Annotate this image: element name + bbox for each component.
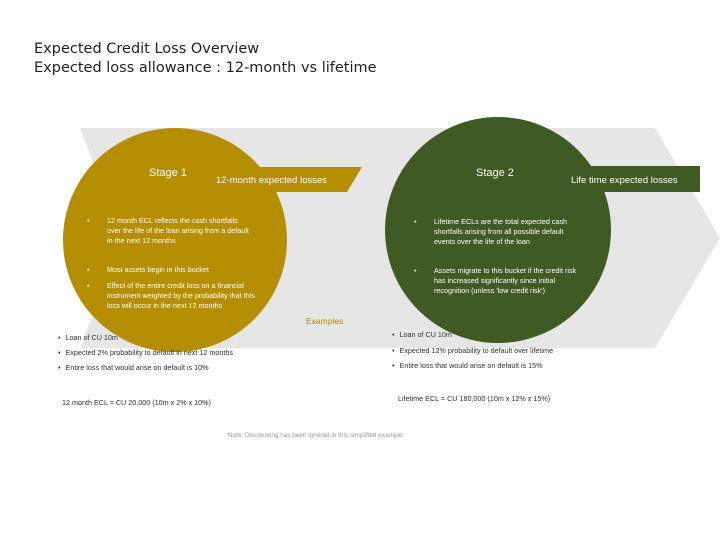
stage1-bullet-2 (87, 265, 257, 275)
stage1-label: Stage 1 (149, 167, 187, 179)
stage1-bullet-1 (87, 216, 252, 246)
bullet-dot: • (414, 266, 417, 275)
example-right-2 (392, 346, 553, 355)
bullet-dot: • (392, 330, 395, 339)
example-right-1 (392, 330, 452, 339)
bullet-text: Most assets begin in this bucket (107, 265, 209, 274)
examples-label: Examples (306, 316, 344, 326)
bullet-dot: • (58, 363, 61, 372)
bullet-text: Expected 2% probability to default in next 12 months (65, 348, 233, 357)
title-line-2: Expected loss allowance : 12-month vs lifetime (34, 60, 377, 76)
bullet-dot: • (87, 216, 90, 225)
bullet-dot: • (87, 281, 90, 290)
example-left-1 (58, 333, 118, 342)
example-right-3 (392, 361, 543, 370)
bullet-text: Entire loss that would arise on default is 15% (399, 361, 543, 370)
title-line-1: Expected Credit Loss Overview (34, 41, 260, 57)
bullet-text: Expected 12% probability to default over lifetime (399, 346, 553, 355)
bullet-dot: • (414, 217, 417, 226)
stage2-label: Stage 2 (476, 167, 514, 179)
example-left-result: 12 month ECL = CU 20,000 (10m x 2% x 10%) (62, 398, 211, 407)
stage1-bucket-label: 12-month expected losses (216, 175, 327, 186)
bullet-text: Entire loss that would arise on default is 10% (65, 363, 209, 372)
bullet-text: Loan of CU 10m (399, 330, 452, 339)
stage2-bullet-1 (414, 217, 579, 247)
bullet-dot: • (58, 348, 61, 357)
stage2-bucket-label: Life time expected losses (571, 175, 678, 186)
bullet-dot: • (58, 333, 61, 342)
bullet-dot: • (87, 265, 90, 274)
footnote: Note: Discounting has been ignored in this simplified example (228, 432, 403, 439)
example-right-result: Lifetime ECL = CU 180,000 (10m x 12% x 15%) (398, 394, 551, 403)
bullet-dot: • (392, 361, 395, 370)
bullet-text: Assets migrate to this bucket if the credit risk has increased significantly since initial recognition (unless 'low credit risk') (434, 266, 577, 295)
stage2-bullet-2 (414, 266, 579, 296)
bullet-dot: • (392, 346, 395, 355)
bullet-text: Effect of the entire credit loss on a financial instrument weighted by the probability that this loss will occur in the next 12 months (107, 281, 255, 310)
bullet-text: Lifetime ECLs are the total expected cash shortfalls arising from all possible default events over the life of the loan (434, 217, 568, 246)
example-left-2 (58, 348, 233, 357)
bullet-text: Loan of CU 10m (65, 333, 118, 342)
example-left-3 (58, 363, 209, 372)
stage1-bullet-3 (87, 281, 267, 311)
bullet-text: 12 month ECL reflects the cash shortfalls over the life of the loan arising from a default in the next 12 months (107, 216, 249, 245)
